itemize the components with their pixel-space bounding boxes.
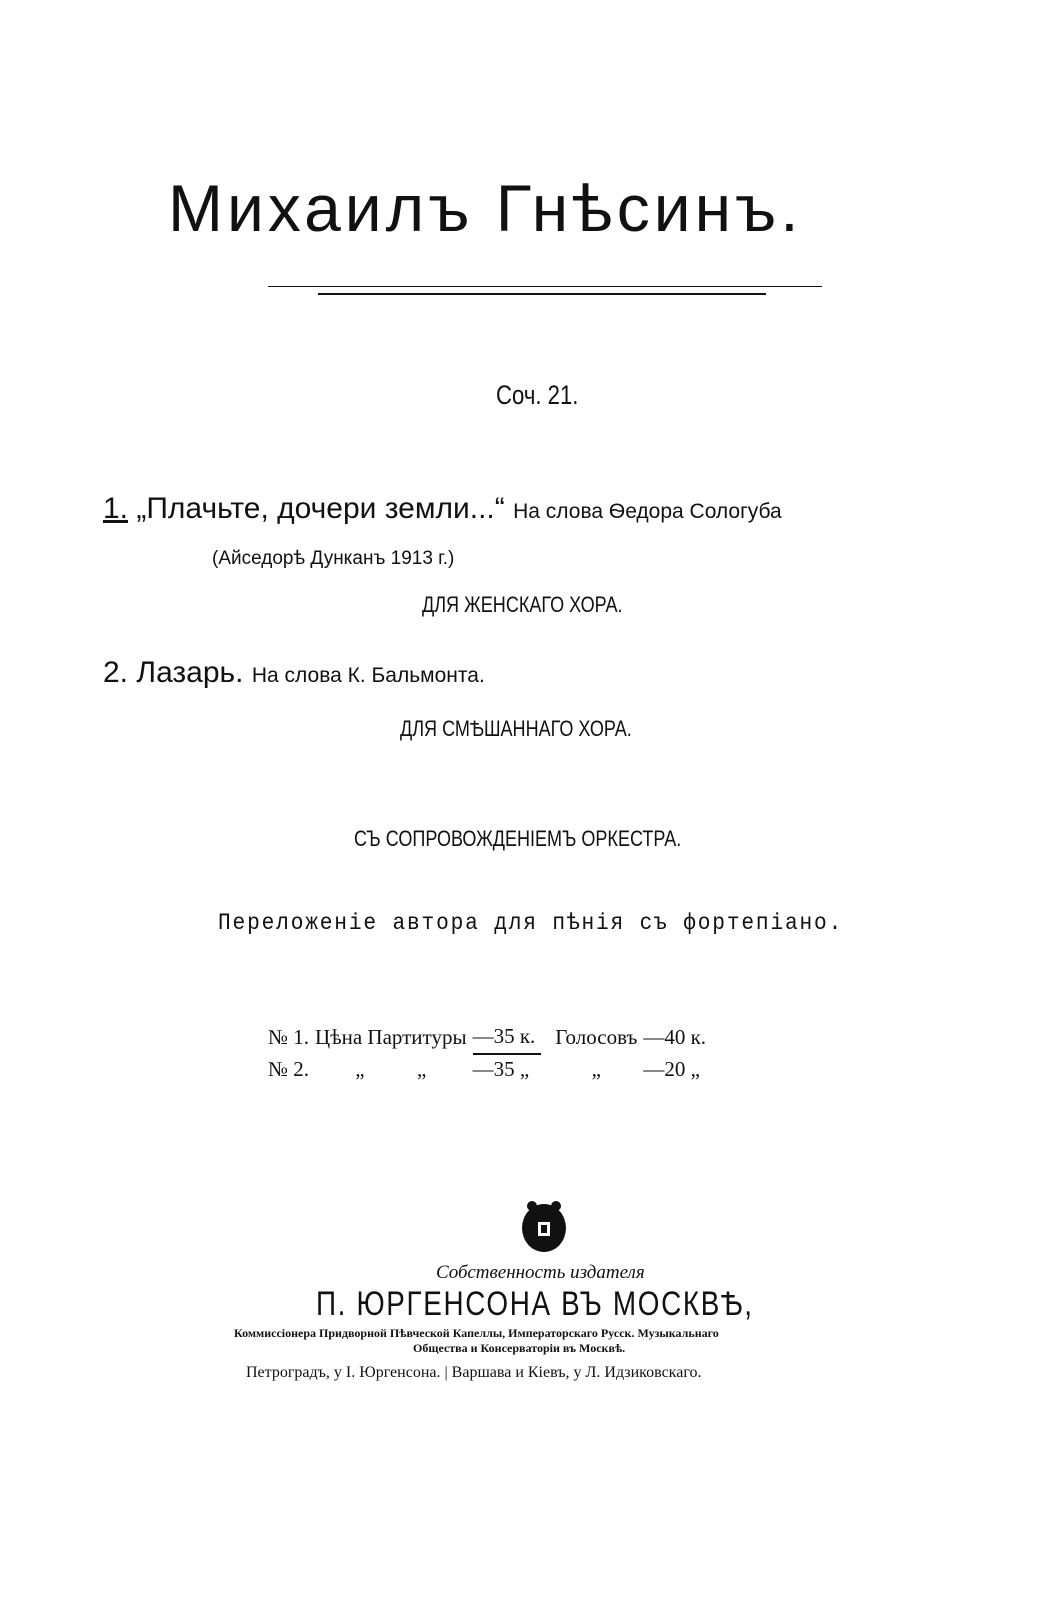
work-words: На слова Ѳедора Сологуба: [513, 500, 782, 523]
voices-price: —40 к.: [643, 1024, 707, 1049]
publisher-titles: Общества и Консерваторіи въ Москвѣ.: [413, 1341, 626, 1355]
price-row: [268, 1054, 712, 1086]
opus-number: Соч. 21.: [496, 380, 579, 410]
work-number: 2.: [103, 656, 129, 689]
price-number: № 2.: [268, 1056, 310, 1081]
publisher-property: Собственность издателя: [436, 1262, 645, 1283]
arrangement: Переложеніе автора для пѣнія съ фортепіано.: [218, 910, 844, 936]
price-label: Цѣна Партитуры: [315, 1024, 467, 1049]
score-price: —35 „: [472, 1057, 530, 1081]
voices-label: „: [591, 1056, 601, 1081]
work-words: На слова К. Бальмонта.: [251, 664, 485, 687]
work-scoring: ДЛЯ ЖЕНСКАГО ХОРА.: [422, 592, 623, 617]
publisher-branches: Петроградъ, у І. Юргенсона. | Варшава и Кіевъ, у Л. Идзиковскаго.: [246, 1364, 702, 1381]
work-title: Лазарь.: [136, 656, 244, 689]
voices-label: Голосовъ: [555, 1024, 638, 1049]
composer-name: Михаилъ Гнѣсинъ.: [168, 171, 803, 245]
divider-line: [268, 286, 822, 287]
publisher-titles: Коммиссіонера Придворной Пѣвческой Капеллы, Императорскаго Русск. Музыкальнаго: [234, 1326, 719, 1340]
work-scoring: ДЛЯ СМѢШАННАГО ХОРА.: [400, 716, 632, 741]
work-number: 1.: [103, 492, 129, 525]
price-number: № 1.: [268, 1024, 310, 1049]
score-price: —35 к.: [473, 1022, 542, 1054]
divider-line: [318, 293, 766, 295]
price-label: „ „: [355, 1056, 427, 1081]
price-row: [268, 1022, 712, 1054]
double-headed-eagle-emblem-icon: [518, 1198, 570, 1256]
accompaniment: СЪ СОПРОВОЖДЕНІЕМЪ ОРКЕСТРА.: [354, 826, 682, 851]
voices-price: —20 „: [643, 1056, 700, 1081]
publisher-name: П. ЮРГЕНСОНА ВЪ МОСКВѢ,: [316, 1285, 754, 1323]
work-dedication: (Айседорѣ Дунканъ 1913 г.): [212, 548, 455, 569]
work-2-heading: [103, 656, 485, 690]
work-1-heading: [103, 492, 782, 526]
price-list: [268, 1022, 712, 1086]
work-title: „Плачьте, дочери земли...“: [136, 492, 505, 525]
